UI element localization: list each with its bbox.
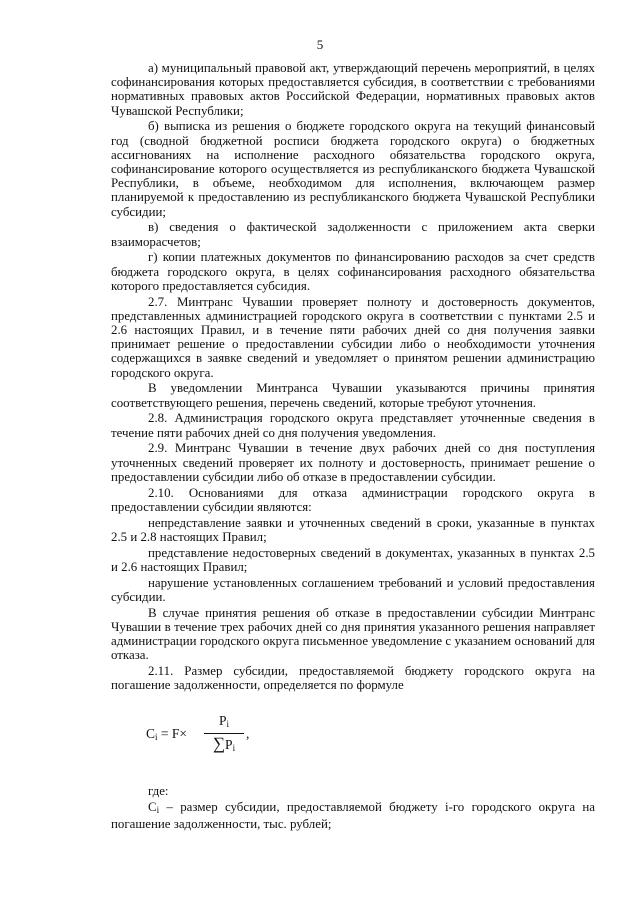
paragraph-2-11: 2.11. Размер субсидии, предоставляемой бюджету городского округа на погашение задолженности, определяется по формуле — [111, 664, 595, 693]
formula-denominator: $\sum P_i$ — [212, 734, 236, 754]
where-label: где: — [148, 784, 169, 799]
formula-fraction — [204, 713, 244, 756]
paragraph-b: б) выписка из решения о бюджете городского округа на текущий финансовый год (сводной бюджетной росписи бюджета городского округа) о бюджетных ассигнованиях на исполнение расходного обязательства городского округа, софинансирование которого осуществляется из республиканского бюджета Чувашской Республики, в объеме, необходимом для исполнения, включающем размер планируемой к предоставлению из республиканского бюджета Чувашской Республики субсидии; — [111, 119, 595, 219]
paragraph-2-9: 2.9. Минтранс Чувашии в течение двух рабочих дней со дня поступления уточненных сведений проверяет их полноту и достоверность, принимает решение о предоставлении субсидии либо об отказе в предоставлении субсидии. — [111, 441, 595, 484]
paragraph-2-8: 2.8. Администрация городского округа представляет уточненные сведения в течение пяти рабочих дней со дня получения уведомления. — [111, 411, 595, 440]
paragraph-2-7: 2.7. Минтранс Чувашии проверяет полноту и достоверность документов, представленных администрацией городского округа в соответствии с пунктами 2.5 и 2.6 настоящих Правил, и в течение пяти рабочих дней со дня получения заявки принимает решение о предоставлении субсидии либо о необходимости уточнения содержащихся в заявке сведений и уведомляет о принятом решении администрацию городского округа. — [111, 294, 595, 380]
document-body — [111, 61, 595, 833]
paragraph-2-10: 2.10. Основаниями для отказа администрации городского округа в предоставлении субсидии являются: — [111, 485, 595, 514]
paragraph-a: а) муниципальный правовой акт, утверждающий перечень мероприятий, в целях софинансирования которых предоставляется субсидия, в соответствии с требованиями нормативных правовых актов Российской Федерации, нормативных правовых актов Чувашской Республики; — [111, 61, 595, 118]
page-number: 5 — [316, 37, 324, 52]
formula-numerator: $P_i$ — [218, 713, 230, 730]
definition-ci: $C_i$ – размер субсидии, предоставляемой бюджету i-го городского округа на погашение задолженности, тыс. рублей; — [111, 800, 595, 832]
formula-lhs: $C_i = F\times$ — [146, 726, 188, 743]
paragraph-refusal: В случае принятия решения об отказе в предоставлении субсидии Минтранс Чувашии в течение трех рабочих дней со дня принятия указанного решения направляет администрации городского округа письменное уведомление с указанием оснований для отказа. — [111, 605, 595, 663]
subsidy-formula — [111, 704, 595, 768]
paragraph-c: в) сведения о фактической задолженности с приложением акта сверки взаиморасчетов; — [111, 220, 595, 249]
reason-2: представление недостоверных сведений в документах, указанных в пунктах 2.5 и 2.6 настоящих Правил; — [111, 545, 595, 574]
reason-1: непредставление заявки и уточненных сведений в сроки, указанные в пунктах 2.5 и 2.8 настоящих Правил; — [111, 515, 595, 544]
paragraph-d: г) копии платежных документов по финансированию расходов за счет средств бюджета городского округа, в целях софинансирования расходного обязательства которого предоставляется субсидия. — [111, 250, 595, 293]
formula-comma: , — [246, 726, 250, 742]
reason-3: нарушение установленных соглашением требований и условий предоставления субсидии. — [111, 575, 595, 604]
paragraph-notice: В уведомлении Минтранса Чувашии указываются причины принятия соответствующего решения, перечень сведений, которые требуют уточнения. — [111, 381, 595, 410]
